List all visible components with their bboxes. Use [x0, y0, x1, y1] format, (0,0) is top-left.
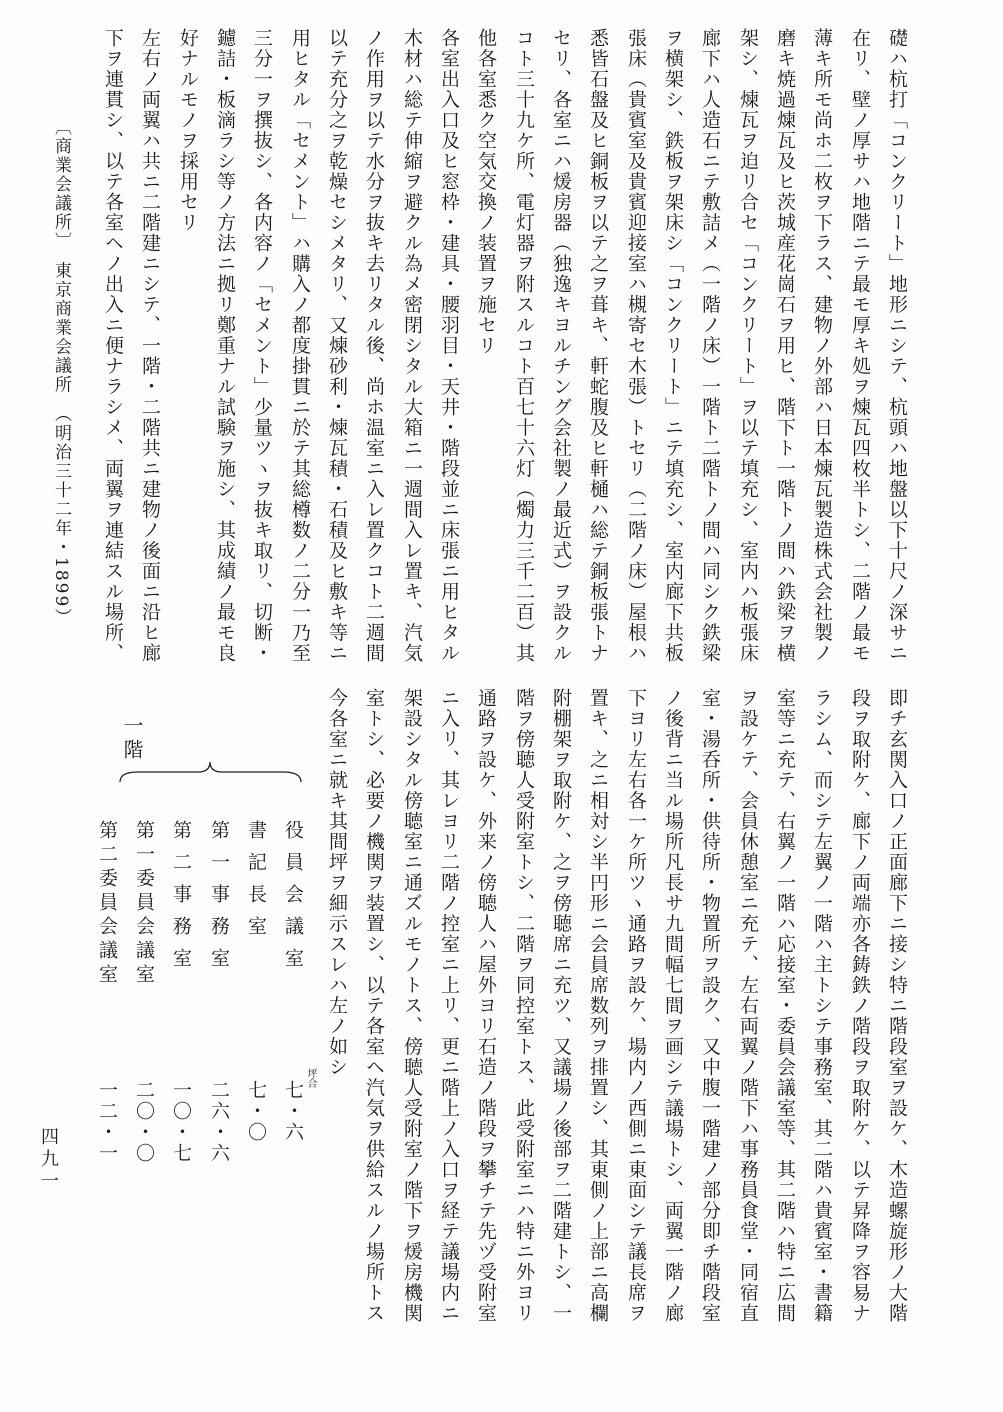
text-column: 廊下ハ人造石ニテ敷詰メ（一階ノ床）一階ト二階トノ間ハ同シク鉄梁: [699, 28, 721, 664]
text-column: 張床（貴賓室及貴賓迎接室ハ槻寄セ木張）トセリ（二階ノ床）屋根ハ: [625, 28, 647, 664]
room-area: 二〇・〇: [133, 1080, 155, 1164]
text-column: ノ後背ニ当ル場所凡長サ九間幅七間ヲ画シテ議場トシ、両翼一階ノ廊: [662, 688, 684, 1324]
text-column: 鑢詰・板滴ラシ等ノ方法ニ拠リ鄭重ナル試験ヲ施シ、其成績ノ最モ良: [214, 28, 236, 664]
text-column: 好ナルモノヲ採用セリ: [177, 28, 199, 233]
source-note: 〔商業会議所〕 東京商業会議所 （明治三十二年・1899）: [51, 118, 71, 628]
text-column: セリ、各室ニハ煖房器（独逸キヨルチング会社製ノ最近式）ヲ設クル: [550, 28, 572, 664]
page-number: 四九一: [38, 1127, 59, 1193]
text-column: 置キ、之ニ相対シ半円形ニ会員席数列ヲ排置シ、其東側ノ上部ニ高欄: [587, 688, 609, 1324]
brace-line: [118, 760, 303, 784]
text-column: 在リ、壁ノ厚サハ地階ニテ最モ厚キ処ヲ煉瓦四枚半トシ、二階ノ最モ: [849, 28, 871, 664]
text-column: 以テ充分之ヲ乾燥セシメタリ、又煉砂利・煉瓦積・石積及ヒ敷キ等ニ: [326, 28, 348, 664]
text-column: 架シ、煉瓦ヲ迫リ合セ「コンクリート」ヲ以テ填充シ、室内ハ板張床: [737, 28, 759, 664]
room-name: 書記長室: [245, 820, 267, 948]
text-column: 他各室悉ク空気交換ノ装置ヲ施セリ: [475, 28, 497, 356]
text-column: ラシム、而シテ左翼ノ一階ハ主トシテ事務室、其二階ハ貴賓室・書籍: [811, 688, 833, 1324]
text-column: 室等ニ充テ、右翼ノ一階ハ応接室・委員会議室等、其二階ハ特ニ広間: [774, 688, 796, 1324]
text-column: 架設シタル傍聴室ニ通ズルモノトス、傍聴人受附室ノ階下ヲ煖房機関: [401, 688, 423, 1324]
room-area: 一二・一: [96, 1080, 118, 1164]
text-column: コト三十九ケ所、電灯器ヲ附スルコト百七十六灯（燭力三千二百）其: [513, 28, 535, 664]
text-column: 附棚架ヲ取附ケ、之ヲ傍聴席ニ充ツ、又議場ノ後部ヲ二階建トシ、一: [550, 688, 572, 1324]
text-column: 下ヲ連貫シ、以テ各室ヘノ出入ニ便ナラシメ、両翼ヲ連結スル場所、: [102, 28, 124, 664]
text-column: 今各室ニ就キ其間坪ヲ細示スレハ左ノ如シ: [326, 688, 348, 1078]
text-column: ノ作用ヲ以テ水分ヲ抜キ去リタル後、尚ホ温室ニ入レ置クコト二週間: [363, 28, 385, 664]
text-column: 各室出入口及ヒ窓枠・建具・腰羽目・天井・階段並ニ床張ニ用ヒタル: [438, 28, 460, 664]
room-area: 七・六: [282, 1080, 304, 1143]
text-column: 左右ノ両翼ハ共ニ二階建ニシテ、一階・二階共ニ建物ノ後面ニ沿ヒ廊: [139, 28, 161, 664]
text-column: 通路ヲ設ケ、外来ノ傍聴人ハ屋外ヨリ石造ノ階段ヲ攀チテ先ヅ受附室: [475, 688, 497, 1324]
text-column: ヲ設ケテ、会員休憩室ニ充テ、左右両翼ノ階下ハ事務員食堂・同宿直: [737, 688, 759, 1324]
text-column: 即チ玄関入口ノ正面廊下ニ接シ特ニ階段室ヲ設ケ、木造螺旋形ノ大階: [886, 688, 908, 1324]
text-column: 磨キ焼過煉瓦及ヒ茨城産花崗石ヲ用ヒ、階下ト一階トノ間ハ鉄梁ヲ横: [774, 28, 796, 664]
text-column: 段ヲ取附ケ、廊下ノ両端亦各鋳鉄ノ階段ヲ取附ケ、以テ昇降ヲ容易ナ: [849, 688, 871, 1324]
room-area: 二六・六: [208, 1080, 230, 1164]
room-name: 第一事務室: [208, 820, 230, 980]
text-column: 階ヲ傍聴人受附室トシ、二階ヲ同控室トス、此受附室ニハ特ニ外ヨリ: [513, 688, 535, 1324]
text-column: ニ入リ、其レヨリ二階ノ控室ニ上リ、更ニ階上ノ入口ヲ経テ議場内ニ: [438, 688, 460, 1324]
text-column: 三分一ヲ撰抜シ、各内容ノ「セメント」少量ツヽヲ抜キ取リ、切断・: [251, 28, 273, 664]
room-name: 第二事務室: [170, 820, 192, 980]
room-name: 第一委員会議室: [133, 820, 155, 988]
area-unit: 坪合: [305, 1068, 316, 1088]
text-column: 下ヨリ左右各一ケ所ツヽ通路ヲ設ケ、場内ノ西側ニ東面シテ議長席ヲ: [625, 688, 647, 1324]
text-column: 礎ハ杭打「コンクリート」地形ニシテ、杭頭ハ地盤以下十尺ノ深サニ: [886, 28, 908, 664]
room-name: 第二委員会議室: [96, 820, 118, 988]
room-name: 役員会議室: [282, 820, 304, 980]
room-area: 一〇・七: [170, 1080, 192, 1164]
text-column: 悉皆石盤及ヒ銅板ヲ以テ之ヲ葺キ、軒蛇腹及ヒ軒樋ハ総テ銅板張トナ: [587, 28, 609, 664]
text-column: 用ヒタル「セメント」ハ購入ノ都度掛貫ニ於テ其総樽数ノ二分一乃至: [289, 28, 311, 664]
text-column: 木材ハ総テ伸縮ヲ避クル為メ密閉シタル大箱ニ一週間入レ置キ、汽気: [401, 28, 423, 664]
room-area: 七・〇: [245, 1080, 267, 1143]
floor-label: 一階: [120, 715, 144, 763]
text-column: 薄キ所モ尚ホ二枚ヲ下ラス、建物ノ外部ハ日本煉瓦製造株式会社製ノ: [811, 28, 833, 664]
text-column: ヲ横架シ、鉄板ヲ架床シ「コンクリート」ニテ填充シ、室内廊下共板: [662, 28, 684, 664]
text-column: 室・湯呑所・供待所・物置所ヲ設ク、又中腹一階建ノ部分即チ階段室: [699, 688, 721, 1324]
text-column: 室トシ、必要ノ機関ヲ装置シ、以テ各室ヘ汽気ヲ供給スルノ場所トス: [363, 688, 385, 1324]
